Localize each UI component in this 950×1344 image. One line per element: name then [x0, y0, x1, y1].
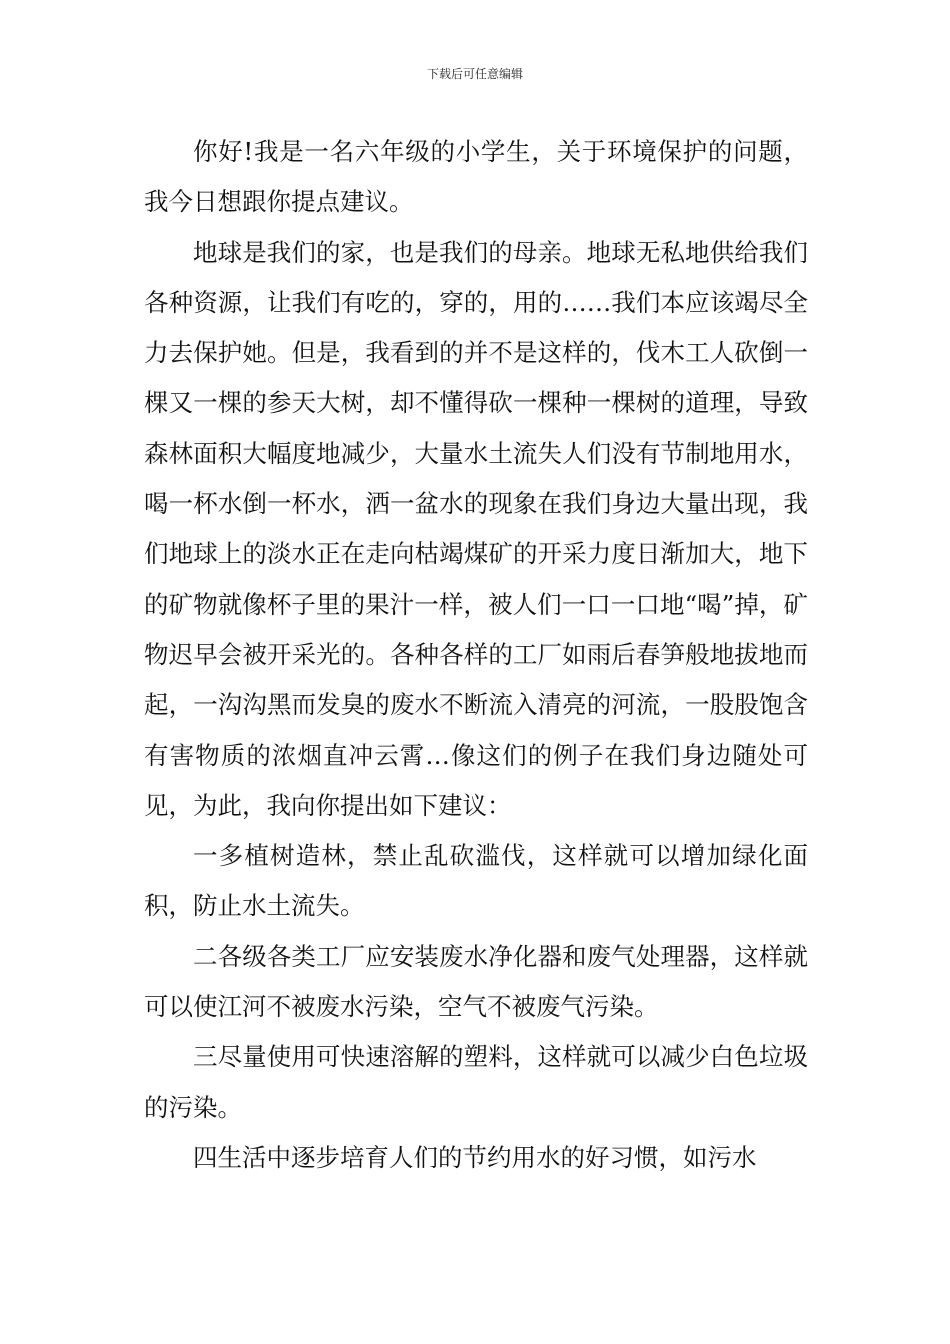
paragraph-earth-problems: 地球是我们的家，也是我们的母亲。地球无私地供给我们各种资源，让我们有吃的，穿的，用的……我们本应该竭尽全力去保护她。但是，我看到的并不是这样的，伐木工人砍倒一棵又一棵的参天大树，却不懂得砍一棵种一棵树的道理，导致森林面积大幅度地减少，大量水土流失人们没有节制地用水，喝一杯水倒一杯水，洒一盆水的现象在我们身边大量出现，我们地球上的淡水正在走向枯竭煤矿的开采力度日渐加大，地下的矿物就像杯子里的果汁一样，被人们一口一口地“喝”掉，矿物迟早会被开采光的。各种各样的工厂如雨后春笋般地拔地而起，一沟沟黑而发臭的废水不断流入清亮的河流，一股股饱含有害物质的浓烟直冲云霄…像这们的例子在我们身边随处可见，为此，我向你提出如下建议： — [144, 237, 808, 820]
paragraph-suggestion-4: 四生活中逐步培育人们的节约用水的好习惯，如污水 — [193, 1142, 757, 1172]
paragraph-suggestion-3: 三尽量使用可快速溶解的塑料，这样就可以减少白色垃圾的污染。 — [144, 1042, 808, 1122]
paragraph-suggestion-1: 一多植树造林，禁止乱砍滥伐，这样就可以增加绿化面积，防止水土流失。 — [144, 841, 808, 921]
paragraph-suggestion-2: 二各级各类工厂应安装废水净化器和废气处理器，这样就可以使江河不被废水污染，空气不被废气污染。 — [144, 941, 808, 1022]
paragraph-greeting: 你好!我是一名六年级的小学生，关于环境保护的问题，我今日想跟你提点建议。 — [144, 137, 808, 217]
letter-body — [144, 127, 808, 1183]
page-header: 下载后可任意编辑 — [426, 67, 523, 81]
